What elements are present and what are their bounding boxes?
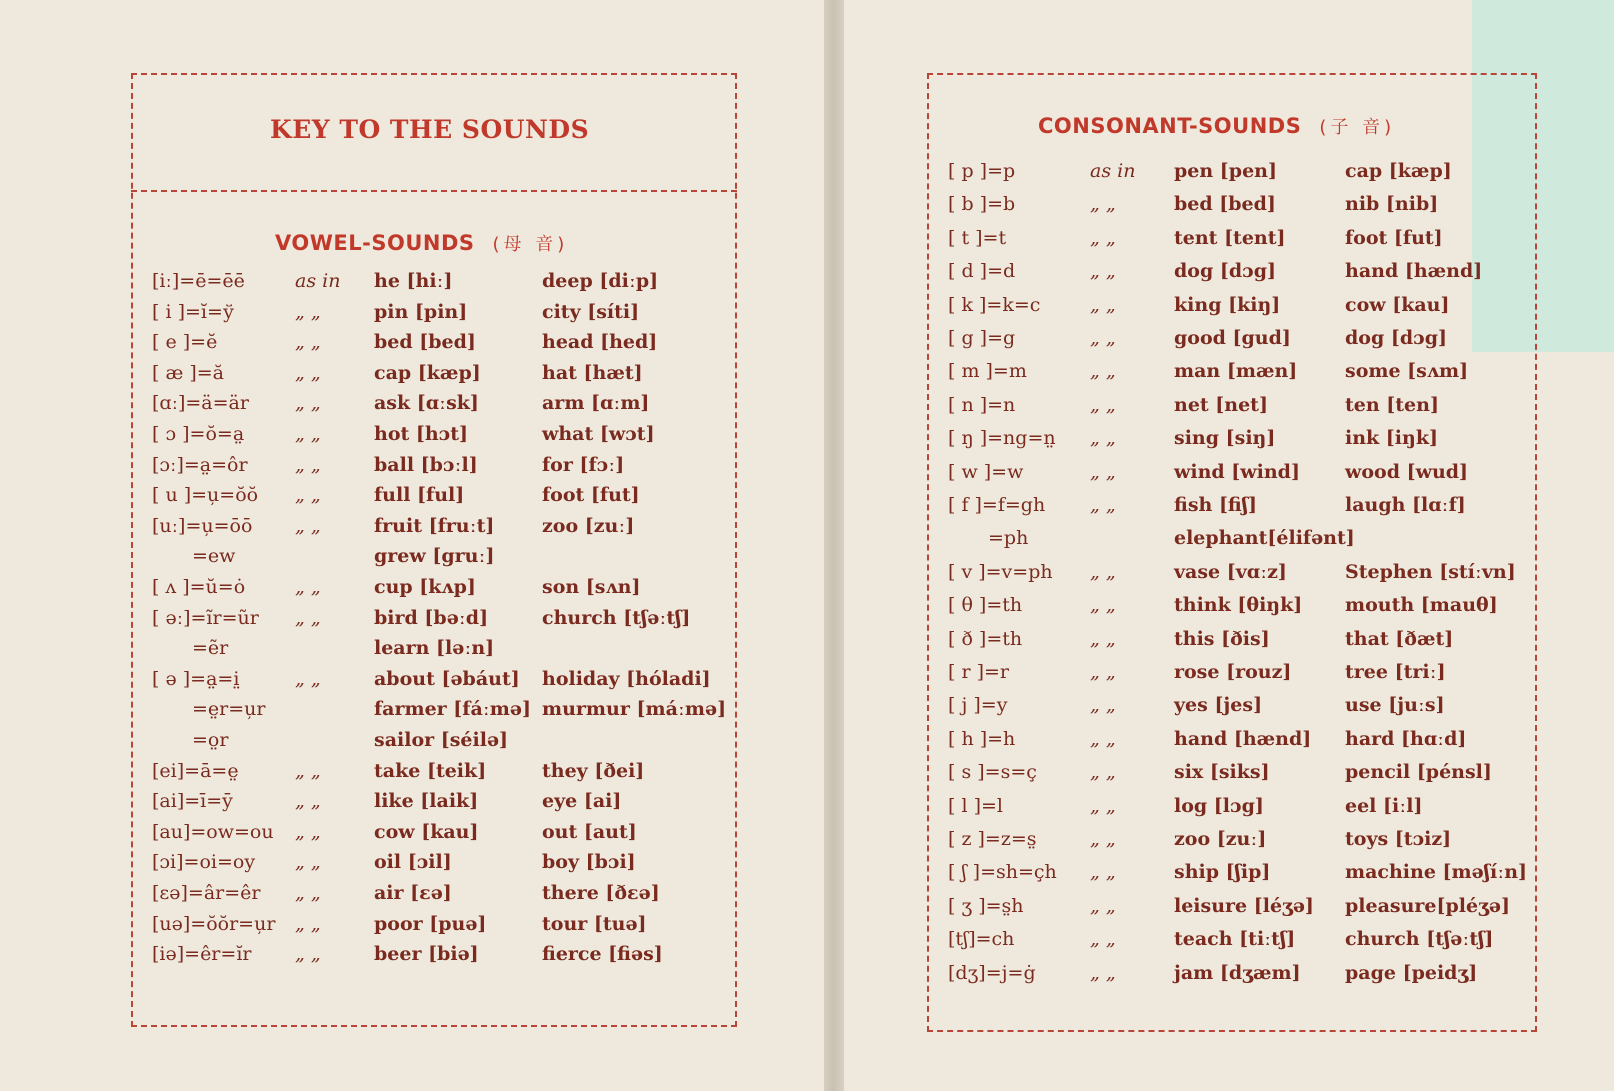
as-in-label: „ „ (1090, 461, 1116, 483)
example-word-1: log [lɔg] (1174, 795, 1264, 817)
example-word-1: beer [biə] (374, 943, 479, 965)
sound-symbol: [uː]=u̦=ōō (152, 515, 253, 537)
sound-symbol: [ θ ]=th (948, 594, 1023, 616)
sound-symbol: [ ʃ ]=sh=çh (948, 861, 1057, 883)
example-word-2: boy [bɔi] (542, 851, 636, 873)
example-word-2: pencil [pénsl] (1345, 761, 1492, 783)
example-word-2: church [tʃəːtʃ] (542, 607, 691, 629)
as-in-label: „ „ (1090, 628, 1116, 650)
example-word-1: sing [siŋ] (1174, 427, 1276, 449)
example-word-1: like [laik] (374, 790, 479, 812)
sound-symbol: [ u ]=u̦=ŏŏ (152, 484, 259, 506)
example-word-1: ship [ʃip] (1174, 861, 1271, 883)
example-word-1: ball [bɔːl] (374, 454, 478, 476)
example-word-1: cup [kʌp] (374, 576, 476, 598)
sound-symbol: [ l ]=l (948, 795, 1003, 817)
example-word-1: yes [jes] (1174, 694, 1263, 716)
example-word-2: Stephen [stíːvn] (1345, 561, 1516, 583)
example-word-2: murmur [máːmə] (542, 698, 727, 720)
as-in-label: „ „ (295, 392, 321, 414)
example-word-2: some [sʌm] (1345, 360, 1469, 382)
sound-symbol: [ əː]=ĩr=ũr (152, 607, 259, 629)
example-word-2: foot [fut] (1345, 227, 1443, 249)
example-word-2: cap [kæp] (1345, 160, 1452, 182)
as-in-label: „ „ (1090, 661, 1116, 683)
as-in-label: „ „ (295, 668, 321, 690)
example-word-1: bird [bəːd] (374, 607, 489, 629)
example-word-1: learn [ləːn] (374, 637, 495, 659)
example-word-2: fierce [fiəs] (542, 943, 663, 965)
as-in-label: „ „ (295, 362, 321, 384)
example-word-1: zoo [zuː] (1174, 828, 1267, 850)
example-word-1: dog [dɔg] (1174, 260, 1276, 282)
as-in-label: „ „ (295, 790, 321, 812)
example-word-1: take [teik] (374, 760, 487, 782)
example-word-1: pen [pen] (1174, 160, 1277, 182)
sound-symbol: [ p ]=p (948, 160, 1016, 182)
example-word-2: tour [tuə] (542, 913, 647, 935)
sound-symbol: [iə]=êr=ĭr (152, 943, 252, 965)
as-in-label: „ „ (1090, 327, 1116, 349)
right-dashed-frame (927, 73, 1537, 1032)
example-word-2: tree [triː] (1345, 661, 1446, 683)
example-word-1: full [ful] (374, 484, 465, 506)
as-in-label: „ „ (1090, 861, 1116, 883)
example-word-1: fruit [fruːt] (374, 515, 495, 537)
as-in-label: „ „ (295, 760, 321, 782)
sound-symbol: [ m ]=m (948, 360, 1027, 382)
as-in-label: „ „ (1090, 360, 1116, 382)
sound-symbol: [ w ]=w (948, 461, 1024, 483)
sound-symbol: [ n ]=n (948, 394, 1016, 416)
example-word-1: cap [kæp] (374, 362, 481, 384)
example-word-2: hat [hæt] (542, 362, 643, 384)
example-word-1: pin [pin] (374, 301, 468, 323)
example-word-2: ink [iŋk] (1345, 427, 1438, 449)
as-in-label: „ „ (295, 576, 321, 598)
example-word-2: eye [ai] (542, 790, 622, 812)
as-in-label: „ „ (1090, 795, 1116, 817)
example-word-1: hand [hænd] (1174, 728, 1312, 750)
sound-symbol: =ẽr (192, 637, 229, 659)
example-word-2: laugh [lɑːf] (1345, 494, 1466, 516)
example-word-2: nib [nib] (1345, 193, 1439, 215)
sound-symbol: [ h ]=h (948, 728, 1016, 750)
example-word-2: city [síti] (542, 301, 640, 323)
sound-symbol: [tʃ]=ch (948, 928, 1015, 950)
example-word-1: this [ðis] (1174, 628, 1270, 650)
example-word-1: poor [puə] (374, 913, 487, 935)
as-in-label: „ „ (1090, 694, 1116, 716)
vowel-heading-text: VOWEL-SOUNDS (275, 231, 475, 255)
example-word-1: bed [bed] (1174, 193, 1276, 215)
sound-symbol: [ɔː]=a̤=ôr (152, 454, 248, 476)
example-word-2: church [tʃəːtʃ] (1345, 928, 1494, 950)
example-word-2: foot [fut] (542, 484, 640, 506)
sound-symbol: [ɑː]=ä=är (152, 392, 249, 414)
as-in-label: „ „ (295, 301, 321, 323)
example-word-1: fish [fiʃ] (1174, 494, 1258, 516)
sound-symbol: [uə]=ŏŏr=u̦r (152, 913, 276, 935)
as-in-label: „ „ (295, 454, 321, 476)
sound-symbol: [ v ]=v=ph (948, 561, 1053, 583)
example-word-1: hot [hɔt] (374, 423, 469, 445)
example-word-1: cow [kau] (374, 821, 479, 843)
example-word-2: use [juːs] (1345, 694, 1445, 716)
sound-symbol: [ ʌ ]=ŭ=ȯ (152, 576, 246, 598)
sound-symbol: [dʒ]=j=ġ (948, 962, 1036, 984)
example-word-1: rose [rouz] (1174, 661, 1292, 683)
sound-symbol: [ f ]=f=gh (948, 494, 1046, 516)
as-in-label: „ „ (1090, 962, 1116, 984)
sound-symbol: [ j ]=y (948, 694, 1008, 716)
sound-symbol: [ z ]=z=s̤ (948, 828, 1037, 850)
example-word-2: zoo [zuː] (542, 515, 635, 537)
example-word-2: holiday [hóladi] (542, 668, 711, 690)
example-word-2: mouth [mauθ] (1345, 594, 1498, 616)
sound-symbol: [ei]=ā=e̤ (152, 760, 239, 782)
as-in-label: as in (295, 270, 341, 292)
example-word-1: man [mæn] (1174, 360, 1298, 382)
sound-symbol: =ph (988, 527, 1029, 549)
as-in-label: „ „ (1090, 761, 1116, 783)
example-word-2: there [ðɛə] (542, 882, 660, 904)
example-word-2: head [hed] (542, 331, 658, 353)
example-word-1: leisure [léʒə] (1174, 895, 1314, 917)
example-word-2: eel [iːl] (1345, 795, 1423, 817)
vowel-sounds-heading (275, 230, 568, 256)
consonant-heading-text: CONSONANT-SOUNDS (1038, 114, 1302, 138)
example-word-1: think [θiŋk] (1174, 594, 1303, 616)
as-in-label: „ „ (295, 515, 321, 537)
example-word-2: that [ðæt] (1345, 628, 1454, 650)
example-word-2: out [aut] (542, 821, 637, 843)
example-word-1: farmer [fáːmə] (374, 698, 531, 720)
example-word-2: hard [hɑːd] (1345, 728, 1467, 750)
sound-symbol: [ r ]=r (948, 661, 1009, 683)
as-in-label: „ „ (295, 943, 321, 965)
sound-symbol: [ ɔ ]=ŏ=a̤ (152, 423, 245, 445)
key-to-sounds-title: KEY TO THE SOUNDS (270, 115, 590, 144)
sound-symbol: [ai]=ī=ȳ (152, 790, 233, 812)
sound-symbol: [ æ ]=ă (152, 362, 225, 384)
as-in-label: „ „ (295, 882, 321, 904)
example-word-1: oil [ɔil] (374, 851, 452, 873)
as-in-label: „ „ (1090, 427, 1116, 449)
as-in-label: „ „ (1090, 294, 1116, 316)
sound-symbol: [ t ]=t (948, 227, 1007, 249)
example-word-1: grew [gruː] (374, 545, 495, 567)
sound-symbol: [ s ]=s=ç (948, 761, 1037, 783)
as-in-label: „ „ (295, 484, 321, 506)
as-in-label: „ „ (295, 607, 321, 629)
as-in-label: „ „ (1090, 260, 1116, 282)
example-word-2: pleasure[pléʒə] (1345, 895, 1510, 917)
example-word-1: vase [vɑːz] (1174, 561, 1287, 583)
sound-symbol: =ew (192, 545, 236, 567)
example-word-1: air [ɛə] (374, 882, 452, 904)
as-in-label: „ „ (1090, 594, 1116, 616)
consonant-sounds-heading (1038, 113, 1395, 139)
as-in-label: „ „ (1090, 928, 1116, 950)
as-in-label: „ „ (1090, 494, 1116, 516)
example-word-2: for [fɔː] (542, 454, 625, 476)
as-in-label: „ „ (1090, 193, 1116, 215)
as-in-label: „ „ (295, 423, 321, 445)
example-word-1: king [kiŋ] (1174, 294, 1281, 316)
example-word-2: what [wɔt] (542, 423, 655, 445)
header-divider (131, 190, 737, 192)
example-word-1: tent [tent] (1174, 227, 1286, 249)
example-word-2: wood [wud] (1345, 461, 1469, 483)
sound-symbol: [ ŋ ]=ng=n̤ (948, 427, 1056, 449)
example-word-2: hand [hænd] (1345, 260, 1483, 282)
example-word-1: teach [tiːtʃ] (1174, 928, 1296, 950)
example-word-1: six [siks] (1174, 761, 1270, 783)
as-in-label: „ „ (1090, 561, 1116, 583)
example-word-2: cow [kau] (1345, 294, 1450, 316)
sound-symbol: [au]=ow=ou (152, 821, 274, 843)
sound-symbol: [ b ]=b (948, 193, 1016, 215)
example-word-2: machine [məʃíːn] (1345, 861, 1528, 883)
sound-symbol: [ e ]=ĕ (152, 331, 218, 353)
sound-symbol: [ɔi]=oi=oy (152, 851, 256, 873)
as-in-label: as in (1090, 160, 1136, 182)
example-word-1: about [əbáut] (374, 668, 520, 690)
sound-symbol: [ g ]=g (948, 327, 1016, 349)
example-word-2: page [peidʒ] (1345, 962, 1478, 984)
as-in-label: „ „ (295, 821, 321, 843)
example-word-1: good [gud] (1174, 327, 1291, 349)
as-in-label: „ „ (1090, 227, 1116, 249)
example-word-2: son [sʌn] (542, 576, 641, 598)
example-word-1: jam [dʒæm] (1174, 962, 1301, 984)
example-word-1: wind [wind] (1174, 461, 1300, 483)
sound-symbol: [ d ]=d (948, 260, 1016, 282)
example-word-1: bed [bed] (374, 331, 476, 353)
example-word-2: dog [dɔg] (1345, 327, 1447, 349)
example-word-2: arm [ɑːm] (542, 392, 650, 414)
example-word-2: toys [tɔiz] (1345, 828, 1452, 850)
sound-symbol: [ ʒ ]=s̤h (948, 895, 1024, 917)
consonant-heading-cjk: (子 音) (1319, 117, 1396, 138)
sound-symbol: [ k ]=k=c (948, 294, 1041, 316)
vowel-heading-cjk: (母 音) (492, 234, 569, 255)
example-word-1: sailor [séilə] (374, 729, 509, 751)
book-gutter (824, 0, 844, 1091)
sound-symbol: [ɛə]=âr=êr (152, 882, 261, 904)
example-word-1: elephant[élifənt] (1174, 527, 1355, 549)
sound-symbol: =e̤r=u̦r (192, 698, 266, 720)
example-word-1: ask [ɑːsk] (374, 392, 479, 414)
example-word-1: net [net] (1174, 394, 1268, 416)
sound-symbol: [ ə ]=a̤=i̤ (152, 668, 240, 690)
sound-symbol: [ i ]=ĭ=ў (152, 301, 235, 323)
as-in-label: „ „ (295, 331, 321, 353)
example-word-1: he [hiː] (374, 270, 453, 292)
as-in-label: „ „ (295, 913, 321, 935)
example-word-2: ten [ten] (1345, 394, 1439, 416)
as-in-label: „ „ (1090, 728, 1116, 750)
example-word-2: they [ðei] (542, 760, 645, 782)
as-in-label: „ „ (1090, 828, 1116, 850)
as-in-label: „ „ (1090, 394, 1116, 416)
sound-symbol: [ ð ]=th (948, 628, 1023, 650)
sound-symbol: =o̤r (192, 729, 229, 751)
example-word-2: deep [diːp] (542, 270, 659, 292)
sound-symbol: [iː]=ē=ēē (152, 270, 245, 292)
as-in-label: „ „ (1090, 895, 1116, 917)
as-in-label: „ „ (295, 851, 321, 873)
